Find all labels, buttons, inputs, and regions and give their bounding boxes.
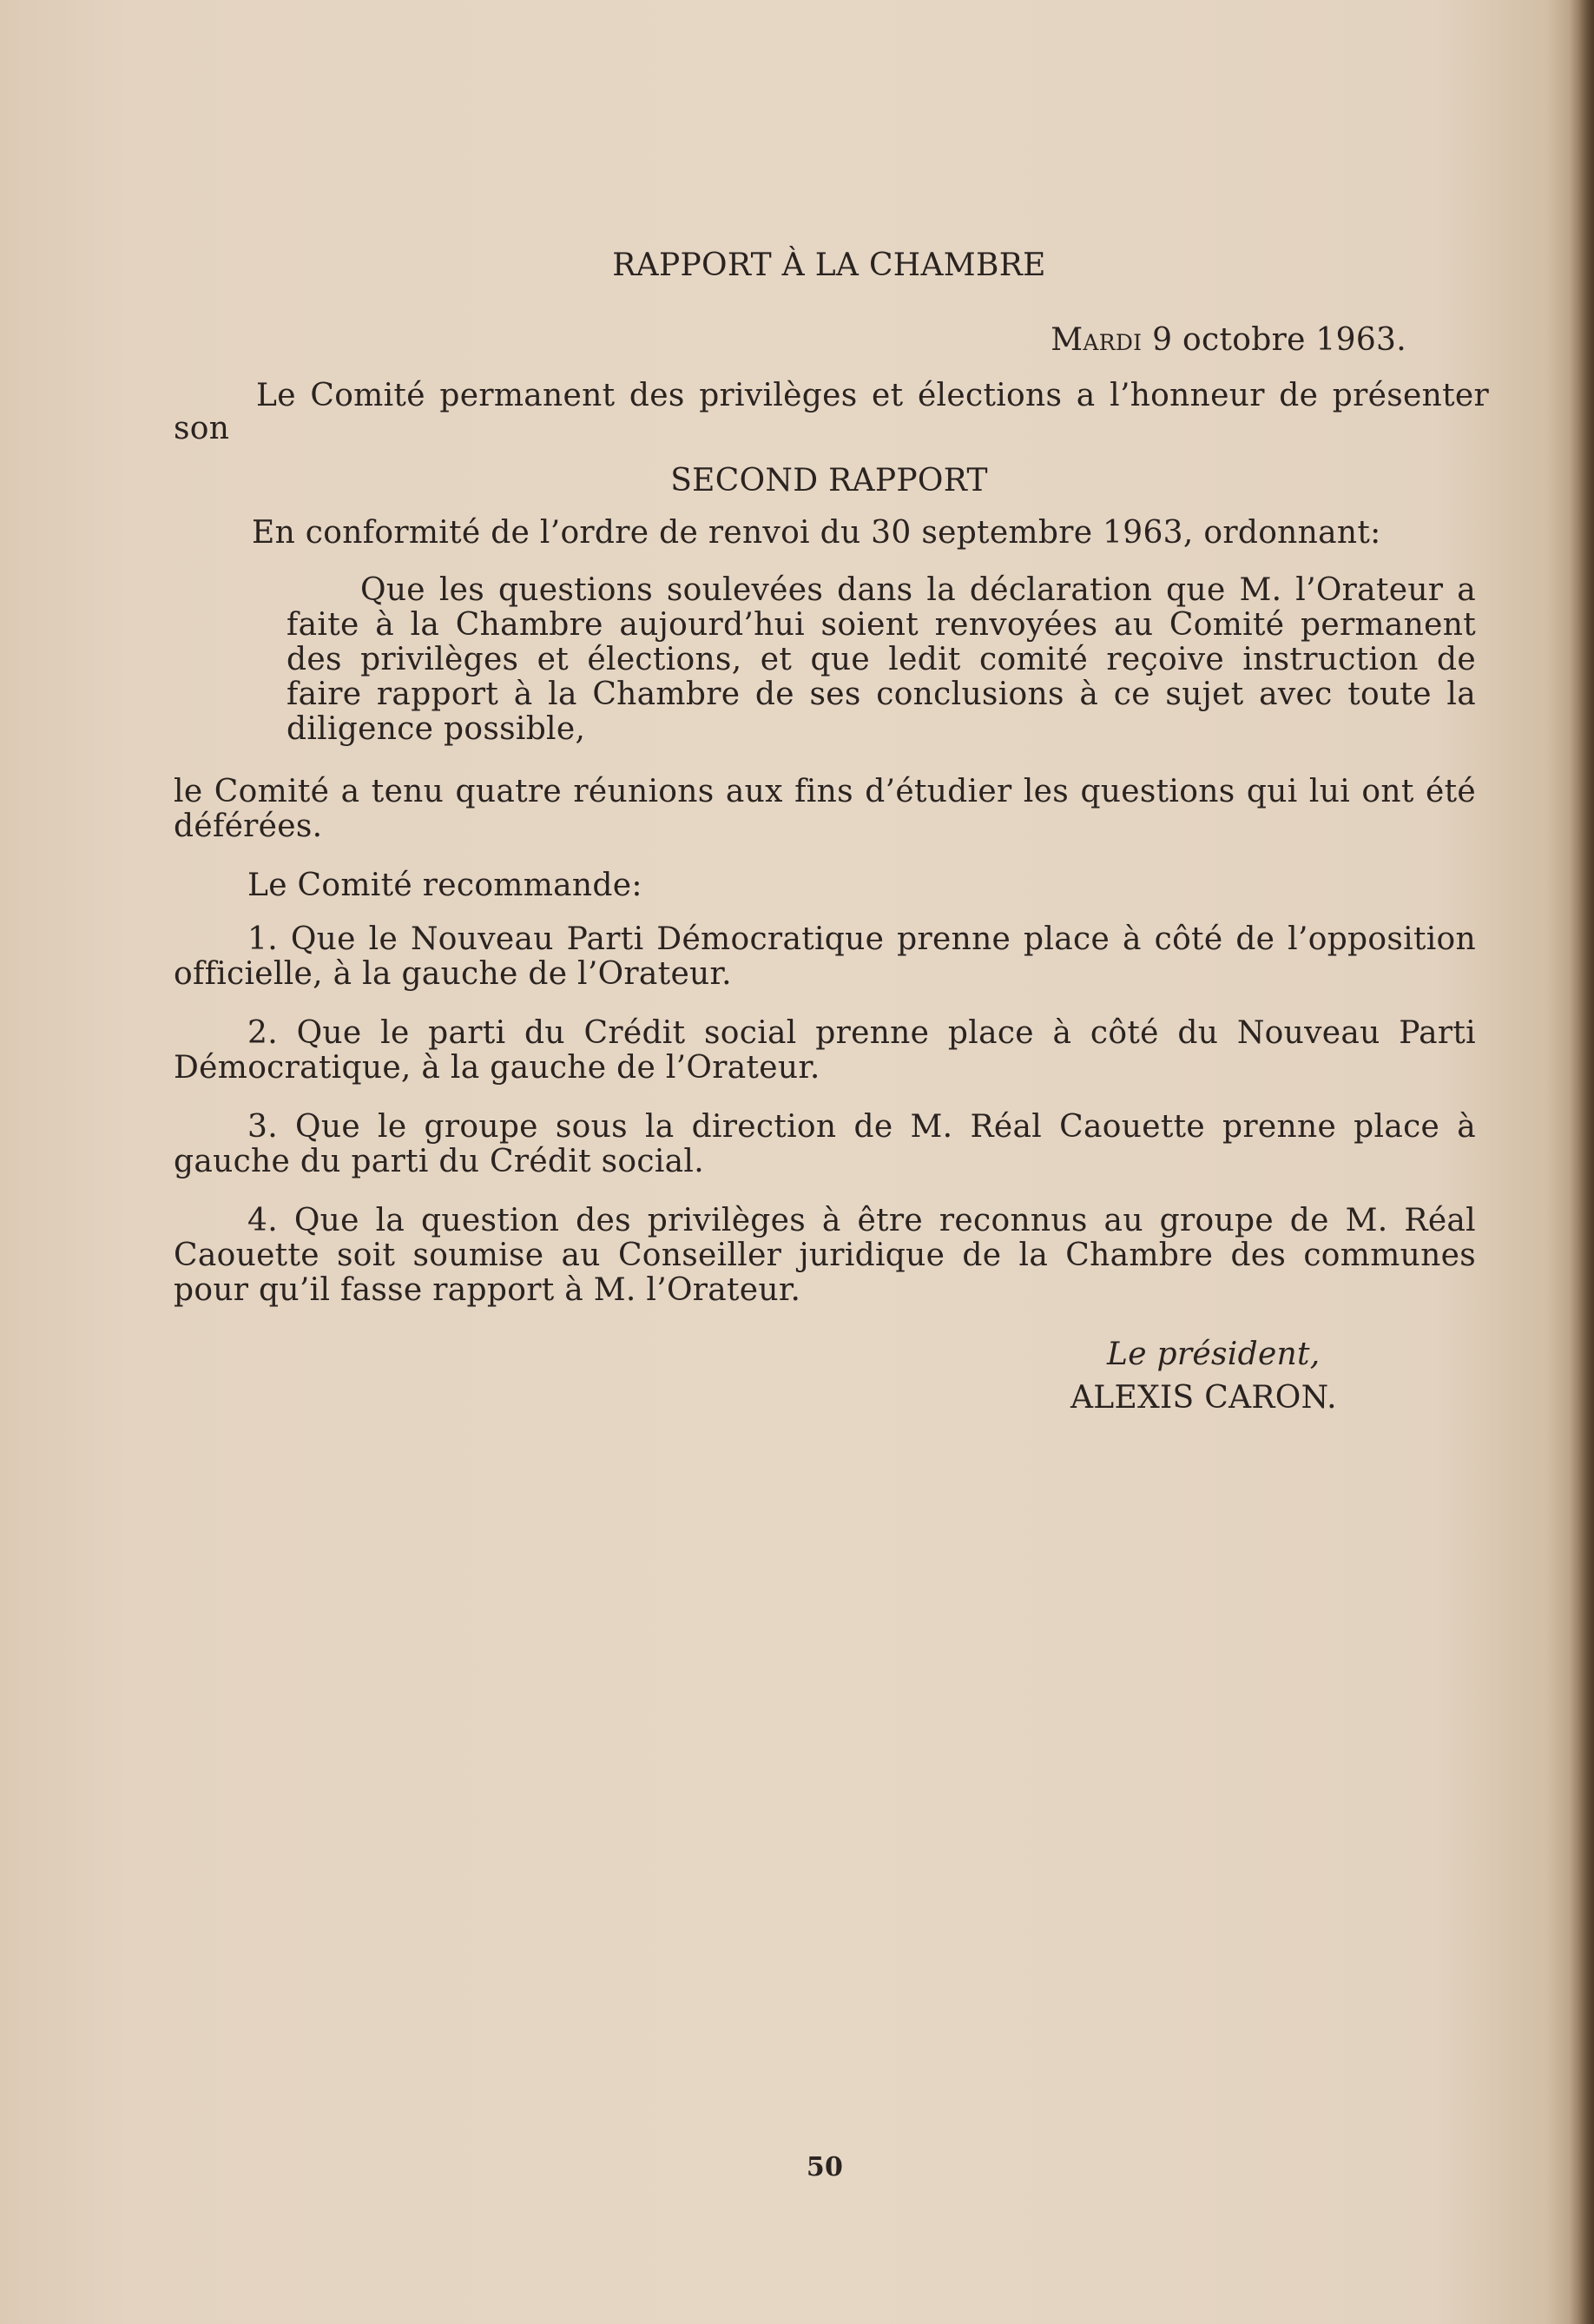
report-date — [868, 323, 1406, 358]
intro-paragraph: Le Comité permanent des privilèges et élections a l’honneur de présenter — [256, 378, 1489, 413]
date-rest: 9 octobre 1963. — [1142, 322, 1406, 358]
meetings-paragraph: le Comité a tenu quatre réunions aux fins d’étudier les questions qui lui ont été déférées. — [174, 774, 1476, 844]
recommends-heading: Le Comité recommande: — [247, 868, 642, 903]
signature-title: Le président, — [1107, 1337, 1321, 1372]
order-text: Que les questions soulevées dans la déclaration que M. l’Orateur a faite à la Chambre aujourd’hui soient renvoyées au Comité permanent des privilèges et élections, et que ledit comité reçoive instruction de faire rapport à la Chambre de ses conclusions à ce sujet avec toute la diligence possible, — [287, 572, 1476, 747]
intro-continuation: son — [174, 411, 230, 446]
page-number: 50 — [806, 2152, 844, 2182]
recommendation-item: 4. Que la question des privilèges à être reconnus au groupe de M. Réal Caouette soit soumise au Conseiller juridique de la Chambre des communes pour qu’il fasse rapport à M. l’Orateur. — [174, 1203, 1476, 1308]
recommendation-item: 3. Que le groupe sous la direction de M. Réal Caouette prenne place à gauche du parti du Crédit social. — [174, 1109, 1476, 1179]
recommendation-item: 1. Que le Nouveau Parti Démocratique prenne place à côté de l’opposition officielle, à la gauche de l’Orateur. — [174, 921, 1476, 992]
signature-name: ALEXIS CARON. — [1070, 1380, 1337, 1416]
page-edge-shadow — [1570, 0, 1594, 2324]
reference-paragraph: En conformité de l’ordre de renvoi du 30 septembre 1963, ordonnant: — [252, 515, 1381, 551]
report-title: SECOND RAPPORT — [670, 463, 988, 498]
report-heading: RAPPORT À LA CHAMBRE — [612, 248, 1046, 283]
recommendation-item: 2. Que le parti du Crédit social prenne place à côté du Nouveau Parti Démocratique, à la gauche de l’Orateur. — [174, 1015, 1476, 1086]
date-day: Mardi — [1051, 322, 1143, 358]
order-block — [287, 573, 1476, 747]
